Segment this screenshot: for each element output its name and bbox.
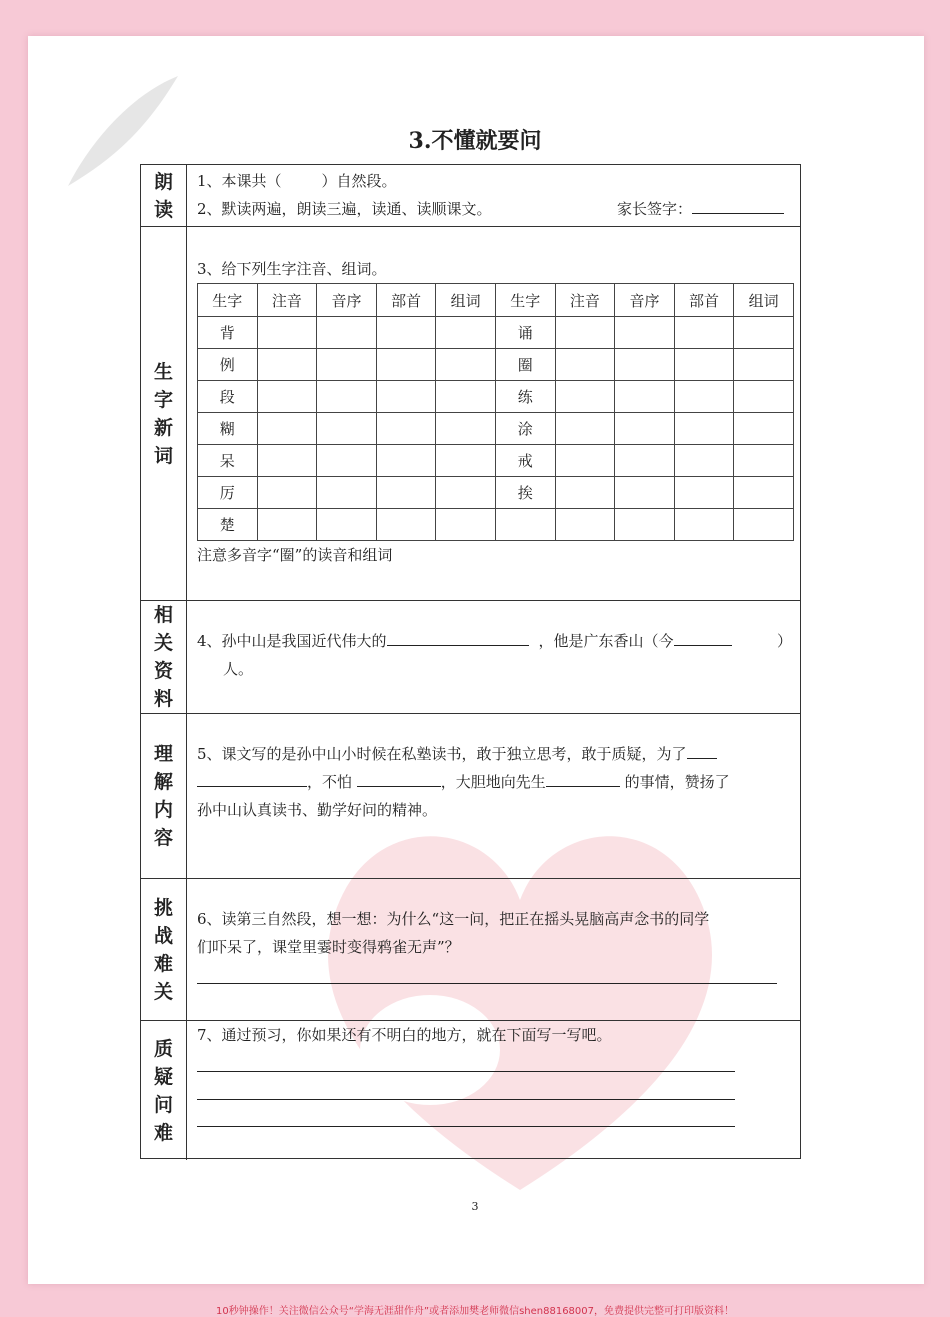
reading-content bbox=[197, 167, 792, 223]
answer-line[interactable] bbox=[197, 1099, 735, 1100]
answer-line[interactable] bbox=[197, 1071, 735, 1072]
answer-blank[interactable] bbox=[546, 768, 620, 787]
worksheet-table bbox=[140, 164, 801, 1159]
section-label-new-words: 生 字 新 词 bbox=[141, 227, 187, 600]
header-cell: 生字 bbox=[495, 284, 555, 317]
header-cell: 音序 bbox=[317, 284, 377, 317]
section-label-understanding: 理 解 内 容 bbox=[141, 714, 187, 878]
table-row: 糊 涂 bbox=[198, 413, 794, 445]
section-challenge bbox=[141, 879, 800, 1021]
answer-blank[interactable] bbox=[197, 768, 307, 787]
answer-blank[interactable] bbox=[687, 740, 717, 759]
header-cell: 生字 bbox=[198, 284, 258, 317]
page-title: 3.不懂就要问 bbox=[408, 128, 542, 154]
question-2: 2、默读两遍，朗读三遍，读通、读顺课文。 家长签字： bbox=[197, 195, 792, 223]
header-cell: 部首 bbox=[376, 284, 436, 317]
table-row: 呆 戒 bbox=[198, 445, 794, 477]
table-row: 楚 bbox=[198, 509, 794, 541]
answer-blank[interactable] bbox=[357, 768, 441, 787]
answer-line[interactable] bbox=[197, 983, 777, 984]
answer-blank[interactable] bbox=[674, 627, 732, 646]
footer-promo-text: 10秒钟操作！关注微信公众号“学海无涯甜作舟”或者添加樊老师微信shen88168007，免费提供完整可打印版资料！ bbox=[215, 1306, 735, 1317]
section-label-reading: 朗 读 bbox=[141, 165, 187, 226]
page-number: 3 bbox=[471, 1200, 479, 1213]
table-row: 背 诵 bbox=[198, 317, 794, 349]
header-cell: 音序 bbox=[615, 284, 675, 317]
question-3: 3、给下列生字注音、组词。 bbox=[197, 260, 387, 278]
header-cell: 组词 bbox=[436, 284, 496, 317]
section-understanding bbox=[141, 714, 800, 879]
section-related-info bbox=[141, 601, 800, 714]
section-questions bbox=[141, 1021, 800, 1160]
parent-signature: 家长签字： bbox=[617, 195, 784, 223]
question-5: 5、课文写的是孙中山小时候在私塾读书，敢于独立思考，敢于质疑，为了 ，不怕 ，大胆地向先生 的事情，赞扬了 孙中山认真读书、勤学好问的精神。 bbox=[197, 740, 792, 824]
question-6: 6、读第三自然段，想一想：为什么“这一问，把正在摇头晃脑高声念书的同学 们吓呆了，课堂里霎时变得鸦雀无声”？ bbox=[197, 910, 710, 956]
question-7: 7、通过预习，你如果还有不明白的地方，就在下面写一写吧。 bbox=[197, 1026, 612, 1044]
table-row: 例 圈 bbox=[198, 349, 794, 381]
characters-table bbox=[197, 283, 794, 541]
section-new-words bbox=[141, 227, 800, 601]
polyphone-note: 注意多音字“圈”的读音和组词 bbox=[197, 546, 393, 564]
question-1: 1、本课共（ ）自然段。 bbox=[197, 172, 397, 190]
section-reading bbox=[141, 165, 800, 227]
header-cell: 组词 bbox=[734, 284, 794, 317]
section-label-related: 相 关 资 料 bbox=[141, 601, 187, 713]
header-cell: 部首 bbox=[674, 284, 734, 317]
header-cell: 注音 bbox=[555, 284, 615, 317]
section-label-questions: 质 疑 问 难 bbox=[141, 1021, 187, 1160]
answer-blank[interactable] bbox=[387, 627, 529, 646]
table-row: 段 练 bbox=[198, 381, 794, 413]
question-4: 4、孙中山是我国近代伟大的 ，他是广东香山（今 ） 人。 bbox=[197, 627, 792, 683]
table-row: 厉 挨 bbox=[198, 477, 794, 509]
answer-line[interactable] bbox=[197, 1126, 735, 1127]
header-cell: 注音 bbox=[257, 284, 317, 317]
signature-field[interactable] bbox=[692, 195, 784, 214]
section-label-challenge: 挑 战 难 关 bbox=[141, 879, 187, 1020]
